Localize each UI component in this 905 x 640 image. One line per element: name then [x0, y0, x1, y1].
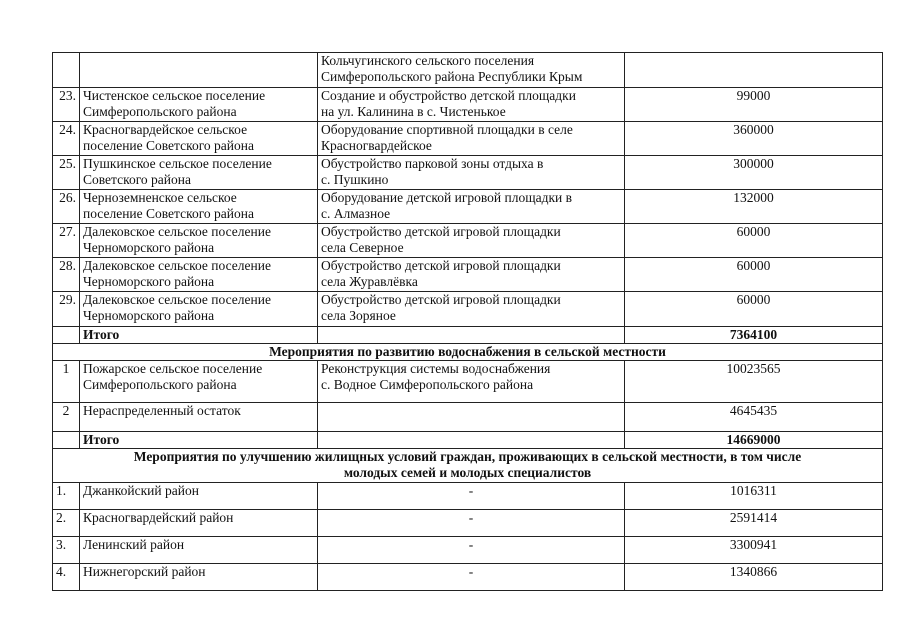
- amount: 1340866: [625, 564, 883, 591]
- description-line: Оборудование детской игровой площадки в: [321, 190, 572, 205]
- table-row: [53, 361, 883, 403]
- description-line: с. Алмазное: [321, 206, 391, 221]
- settlement-line: поселение Советского района: [83, 206, 254, 221]
- row-number: 24.: [53, 122, 80, 156]
- table-row: [53, 537, 883, 564]
- amount: 1016311: [625, 483, 883, 510]
- amount: 360000: [625, 122, 883, 156]
- description-cell: [318, 122, 625, 156]
- amount: 3300941: [625, 537, 883, 564]
- description-line: на ул. Калинина в с. Чистенькое: [321, 104, 506, 119]
- settlement-line: Красногвардейское сельское: [83, 122, 248, 137]
- row-number-cell: [53, 53, 80, 88]
- description-line: Симферопольского района Республики Крым: [321, 69, 583, 84]
- settlement-line: Нераспределенный остаток: [83, 403, 241, 418]
- description-line: Обустройство детской игровой площадки: [321, 258, 561, 273]
- settlement-line: Пожарское сельское поселение: [83, 361, 263, 376]
- description-line: Реконструкция системы водоснабжения: [321, 361, 551, 376]
- section-title-line: молодых семей и молодых специалистов: [343, 465, 592, 480]
- table-row: [53, 403, 883, 432]
- description-line: с. Водное Симферопольского района: [321, 377, 534, 392]
- table-row: [53, 53, 883, 88]
- section-header-row: [53, 449, 883, 483]
- amount: 300000: [625, 156, 883, 190]
- settlement-line: Далековское сельское поселение: [83, 224, 271, 239]
- section-title: Мероприятия по развитию водоснабжения в сельской местности: [53, 344, 883, 361]
- table-row: [53, 122, 883, 156]
- description-line: Обустройство парковой зоны отдыха в: [321, 156, 544, 171]
- row-number: 29.: [53, 292, 80, 327]
- row-number: 25.: [53, 156, 80, 190]
- district-name: Нижнегорский район: [80, 564, 318, 591]
- total-label: Итого: [80, 432, 318, 449]
- settlement-cell: [80, 224, 318, 258]
- settlement-cell: [80, 361, 318, 403]
- section-title-line: Мероприятия по улучшению жилищных условий граждан, проживающих в сельской местности, в том числе: [133, 449, 802, 464]
- settlement-cell: [80, 292, 318, 327]
- row-number: 1: [53, 361, 80, 403]
- total-label: Итого: [80, 327, 318, 344]
- table-row: [53, 258, 883, 292]
- settlement-cell: [80, 122, 318, 156]
- section-title: [53, 449, 883, 483]
- settlement-line: Черноморского района: [83, 240, 215, 255]
- description-line: Обустройство детской игровой площадки: [321, 292, 561, 307]
- settlement-line: Черноморского района: [83, 274, 215, 289]
- district-name: Ленинский район: [80, 537, 318, 564]
- amount: 132000: [625, 190, 883, 224]
- total-amount: 7364100: [625, 327, 883, 344]
- settlement-line: Далековское сельское поселение: [83, 292, 271, 307]
- settlement-line: Советского района: [83, 172, 191, 187]
- description-cell: [318, 432, 625, 449]
- settlement-cell: [80, 88, 318, 122]
- description-dash: -: [318, 564, 625, 591]
- description-cell: [318, 156, 625, 190]
- description-cell: [318, 327, 625, 344]
- district-name: Красногвардейский район: [80, 510, 318, 537]
- description-cell: [318, 53, 625, 88]
- description-line: Создание и обустройство детской площадки: [321, 88, 576, 103]
- description-line: села Зоряное: [321, 308, 396, 323]
- table-row: [53, 564, 883, 591]
- description-dash: -: [318, 537, 625, 564]
- amount: 99000: [625, 88, 883, 122]
- description-line: Кольчугинского сельского поселения: [321, 53, 535, 68]
- amount: 10023565: [625, 361, 883, 403]
- settlement-line: Симферопольского района: [83, 104, 237, 119]
- row-number: 1.: [53, 483, 80, 510]
- description-line: с. Пушкино: [321, 172, 389, 187]
- description-line: Оборудование спортивной площадки в селе: [321, 122, 573, 137]
- row-number: 28.: [53, 258, 80, 292]
- table-row: [53, 483, 883, 510]
- amount: 60000: [625, 224, 883, 258]
- amount: 60000: [625, 258, 883, 292]
- settlement-cell: [80, 156, 318, 190]
- description-line: Красногвардейское: [321, 138, 432, 153]
- section-header-row: [53, 344, 883, 361]
- settlement-line: Чистенское сельское поселение: [83, 88, 266, 103]
- settlement-line: поселение Советского района: [83, 138, 254, 153]
- row-number: 23.: [53, 88, 80, 122]
- table-row: [53, 224, 883, 258]
- amount: 2591414: [625, 510, 883, 537]
- description-cell: [318, 403, 625, 432]
- settlement-cell: [80, 403, 318, 432]
- settlement-cell: [80, 258, 318, 292]
- table-row: [53, 292, 883, 327]
- row-number: 2.: [53, 510, 80, 537]
- description-line: села Северное: [321, 240, 404, 255]
- total-amount: 14669000: [625, 432, 883, 449]
- row-number: 27.: [53, 224, 80, 258]
- description-cell: [318, 258, 625, 292]
- description-line: села Журавлёвка: [321, 274, 418, 289]
- row-number: 4.: [53, 564, 80, 591]
- total-row: [53, 432, 883, 449]
- allocation-table: [52, 52, 883, 591]
- description-dash: -: [318, 510, 625, 537]
- table-row: [53, 510, 883, 537]
- settlement-line: Черноморского района: [83, 308, 215, 323]
- description-cell: [318, 88, 625, 122]
- total-row: [53, 327, 883, 344]
- table-row: [53, 88, 883, 122]
- description-cell: [318, 190, 625, 224]
- row-number: 2: [53, 403, 80, 432]
- settlement-line: Далековское сельское поселение: [83, 258, 271, 273]
- settlement-line: Черноземненское сельское: [83, 190, 237, 205]
- settlement-cell: [80, 53, 318, 88]
- description-cell: [318, 224, 625, 258]
- row-number: 3.: [53, 537, 80, 564]
- settlement-line: Симферопольского района: [83, 377, 237, 392]
- table-row: [53, 156, 883, 190]
- amount: 4645435: [625, 403, 883, 432]
- amount: 60000: [625, 292, 883, 327]
- amount-cell: [625, 53, 883, 88]
- district-name: Джанкойский район: [80, 483, 318, 510]
- settlement-cell: [80, 190, 318, 224]
- row-number: 26.: [53, 190, 80, 224]
- description-cell: [318, 292, 625, 327]
- description-line: Обустройство детской игровой площадки: [321, 224, 561, 239]
- description-cell: [318, 361, 625, 403]
- description-dash: -: [318, 483, 625, 510]
- settlement-line: Пушкинское сельское поселение: [83, 156, 272, 171]
- row-number-cell: [53, 432, 80, 449]
- table-row: [53, 190, 883, 224]
- row-number-cell: [53, 327, 80, 344]
